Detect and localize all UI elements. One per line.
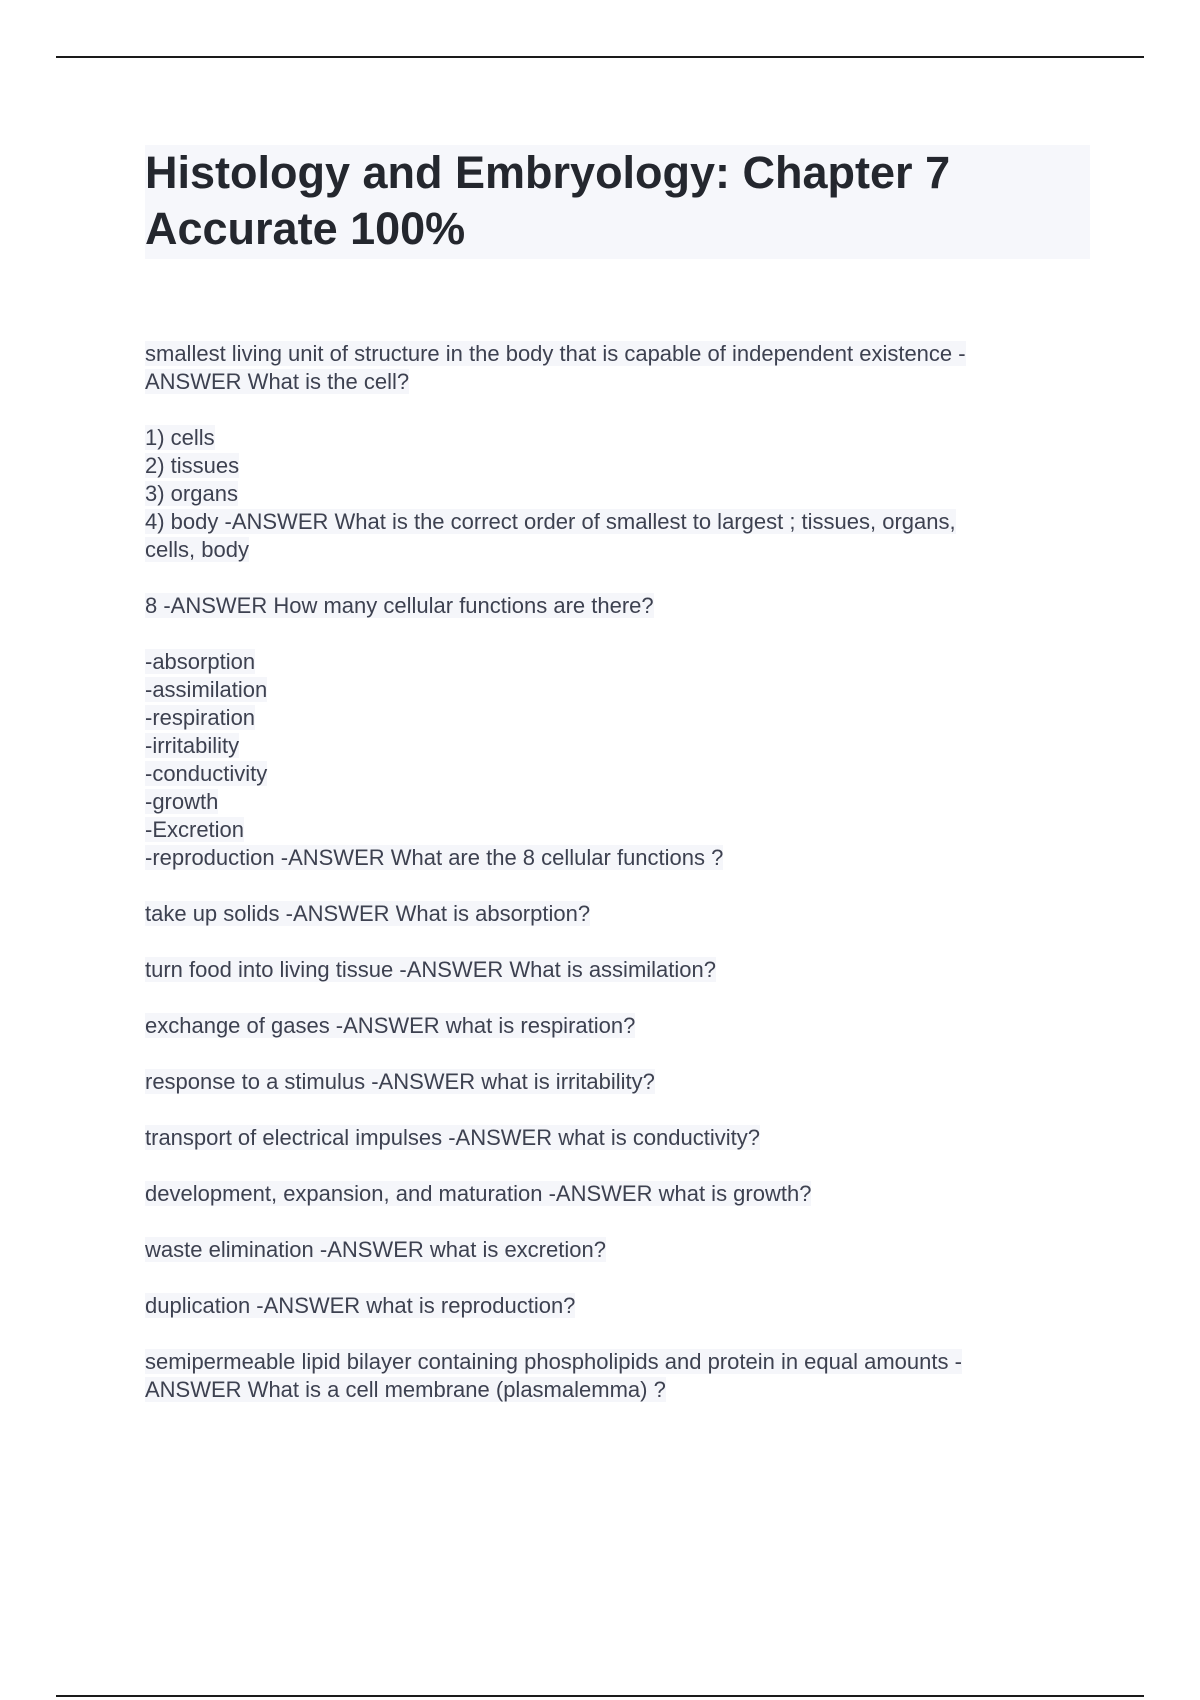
qa-line-text: 8 -ANSWER How many cellular functions are there? xyxy=(145,593,654,618)
title-line: Accurate 100% xyxy=(145,203,466,254)
qa-item xyxy=(145,1348,1085,1404)
qa-line-text: -absorption xyxy=(145,649,256,674)
qa-line-text: -irritability xyxy=(145,733,240,758)
qa-line-text: semipermeable lipid bilayer containing phospholipids and protein in equal amounts - xyxy=(145,1349,962,1374)
qa-line xyxy=(145,452,1085,480)
qa-line xyxy=(145,592,1085,620)
qa-line xyxy=(145,1292,1085,1320)
qa-line xyxy=(145,676,1085,704)
qa-line-text: -reproduction -ANSWER What are the 8 cellular functions ? xyxy=(145,845,724,870)
qa-item xyxy=(145,956,1085,984)
qa-line-text: -growth xyxy=(145,789,219,814)
qa-line xyxy=(145,368,1085,396)
qa-line xyxy=(145,816,1085,844)
qa-item xyxy=(145,1180,1085,1208)
qa-line xyxy=(145,340,1085,368)
bottom-rule xyxy=(56,1695,1144,1697)
qa-line xyxy=(145,760,1085,788)
qa-line-text: development, expansion, and maturation -ANSWER what is growth? xyxy=(145,1181,812,1206)
qa-line xyxy=(145,1348,1085,1376)
qa-line-text: smallest living unit of structure in the body that is capable of independent existence - xyxy=(145,341,966,366)
qa-item xyxy=(145,340,1085,396)
qa-line xyxy=(145,1068,1085,1096)
qa-line xyxy=(145,844,1085,872)
qa-item xyxy=(145,592,1085,620)
qa-line xyxy=(145,536,1085,564)
top-rule xyxy=(56,56,1144,58)
qa-line xyxy=(145,1180,1085,1208)
qa-item xyxy=(145,900,1085,928)
qa-line xyxy=(145,1012,1085,1040)
qa-line xyxy=(145,1236,1085,1264)
qa-line-text: 2) tissues xyxy=(145,453,240,478)
qa-item xyxy=(145,1124,1085,1152)
qa-line xyxy=(145,424,1085,452)
qa-line-text: -assimilation xyxy=(145,677,268,702)
qa-line xyxy=(145,900,1085,928)
qa-item xyxy=(145,1236,1085,1264)
qa-line xyxy=(145,1124,1085,1152)
qa-line xyxy=(145,508,1085,536)
qa-list xyxy=(145,340,1085,1432)
title-line: Histology and Embryology: Chapter 7 xyxy=(145,147,951,198)
qa-line-text: ANSWER What is a cell membrane (plasmalemma) ? xyxy=(145,1377,666,1402)
qa-line-text: 4) body -ANSWER What is the correct order of smallest to largest ; tissues, organs, xyxy=(145,509,956,534)
document-title xyxy=(145,145,1090,259)
qa-line-text: -conductivity xyxy=(145,761,268,786)
qa-line-text: exchange of gases -ANSWER what is respiration? xyxy=(145,1013,636,1038)
qa-item xyxy=(145,1292,1085,1320)
qa-line xyxy=(145,956,1085,984)
qa-line-text: duplication -ANSWER what is reproduction? xyxy=(145,1293,576,1318)
qa-item xyxy=(145,1068,1085,1096)
qa-line xyxy=(145,1376,1085,1404)
qa-line-text: response to a stimulus -ANSWER what is irritability? xyxy=(145,1069,655,1094)
qa-line xyxy=(145,480,1085,508)
qa-line-text: 3) organs xyxy=(145,481,238,506)
qa-line-text: cells, body xyxy=(145,537,249,562)
qa-line-text: -Excretion xyxy=(145,817,245,842)
qa-line xyxy=(145,704,1085,732)
qa-item xyxy=(145,648,1085,872)
qa-item xyxy=(145,424,1085,564)
qa-line-text: ANSWER What is the cell? xyxy=(145,369,410,394)
qa-item xyxy=(145,1012,1085,1040)
qa-line-text: -respiration xyxy=(145,705,256,730)
qa-line-text: transport of electrical impulses -ANSWER what is conductivity? xyxy=(145,1125,760,1150)
qa-line xyxy=(145,648,1085,676)
qa-line-text: waste elimination -ANSWER what is excretion? xyxy=(145,1237,606,1262)
qa-line-text: 1) cells xyxy=(145,425,215,450)
qa-line xyxy=(145,788,1085,816)
qa-line xyxy=(145,732,1085,760)
qa-line-text: take up solids -ANSWER What is absorption? xyxy=(145,901,591,926)
qa-line-text: turn food into living tissue -ANSWER What is assimilation? xyxy=(145,957,716,982)
